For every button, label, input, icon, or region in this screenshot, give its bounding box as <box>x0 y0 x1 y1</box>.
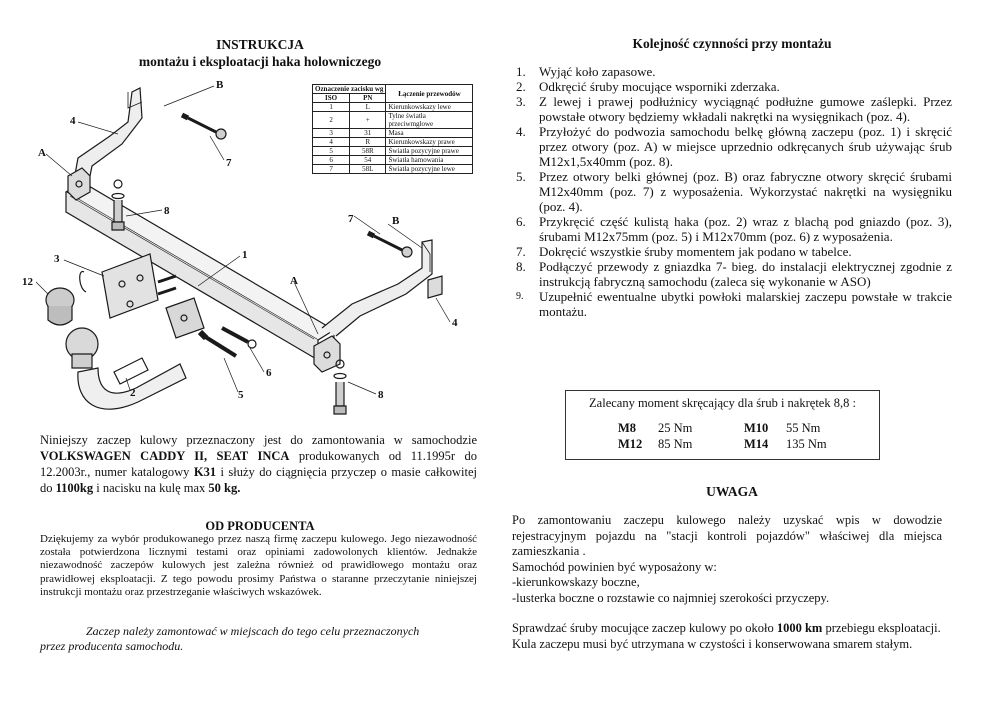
diagram-label-8-bottom: 8 <box>378 389 384 401</box>
producer-note <box>40 624 477 654</box>
wiring-row <box>313 165 473 174</box>
step-text: Wyjąć koło zapasowe. <box>539 64 656 79</box>
diagram-label-4-top: 4 <box>70 115 76 127</box>
warning-heading: UWAGA <box>706 484 758 499</box>
diagram-label-4-right: 4 <box>452 317 458 329</box>
warning-line-mirrors: -lusterka boczne o rozstawie co najmniej szerokości przyczepy. <box>512 590 830 605</box>
wiring-cell-iso: 1 <box>313 103 350 112</box>
wiring-cell-pn: L <box>350 103 386 112</box>
step-item <box>512 244 952 259</box>
producer-note-line2: przez producenta samochodu. <box>40 639 184 653</box>
desc-text-3: i służy do ciągnięcia przyczep o masie całkowitej do <box>40 465 478 495</box>
step-number: 6. <box>516 214 526 229</box>
torque-m14-label: M14 <box>744 437 769 451</box>
diagram-label-1: 1 <box>242 249 248 261</box>
wiring-cell-iso: 6 <box>313 156 350 165</box>
wiring-cell-desc: Kierunkowskazy lewe <box>386 103 473 112</box>
diagram-label-B-right: B <box>392 215 400 227</box>
wiring-cell-desc: Światła pozycyjne lewe <box>386 165 473 174</box>
warning-text <box>512 513 942 652</box>
wiring-header-iso: ISO <box>313 94 350 103</box>
step-item <box>512 289 952 319</box>
wiring-cell-desc: Masa <box>386 129 473 138</box>
wiring-header-desc: Łączenie przewodów <box>386 85 473 103</box>
step-text: Przyłożyć do podwozia samochodu belkę główną zaczepu (poz. 1) i skręcić przez otwory (poz. A) w miejsce uprzednio odkręcanych śrub używając śrub M12x1,5x40mm (poz. 8). <box>539 124 952 169</box>
warning-line-check <box>512 621 942 637</box>
torque-m8-label: M8 <box>618 421 637 435</box>
step-number: 7. <box>516 244 526 259</box>
torque-box <box>565 390 880 460</box>
step-text: Podłączyć przewody z gniazdka 7- bieg. do instalacji elektrycznej zgodnie z instrukcją fabryczną samochodu (zaleca się wykonanie w ASO) <box>539 259 952 289</box>
step-item <box>512 79 952 94</box>
step-number: 4. <box>516 124 526 139</box>
diagram-label-3: 3 <box>54 253 60 265</box>
wiring-cell-desc: Tylne światła przeciwmgłowe <box>386 112 473 129</box>
wiring-cell-pn: + <box>350 112 386 129</box>
wiring-cell-pn: R <box>350 138 386 147</box>
diagram-label-A-right: A <box>290 275 298 287</box>
desc-text-1: Niniejszy zaczep kulowy przeznaczony jest do zamontowania w samochodzie <box>40 433 477 447</box>
step-number: 5. <box>516 169 526 184</box>
warning-line-registration: Po zamontowaniu zaczepu kulowego należy uzyskać wpis w dowodzie rejestracyjnym pojazdu na "stacji kontroli pojazdów" właściwej dla miejsca zamieszkania . <box>512 513 942 558</box>
wiring-cell-iso: 2 <box>313 112 350 129</box>
diagram-label-12: 12 <box>22 276 33 288</box>
desc-text-4: i nacisku na kulę max <box>93 481 209 495</box>
warning-check-km: 1000 km <box>776 621 823 635</box>
step-number: 2. <box>516 79 526 94</box>
wiring-cell-pn: 58R <box>350 147 386 156</box>
step-number: 8. <box>516 259 526 274</box>
product-description <box>40 432 477 496</box>
instruction-title-line2: montażu i eksploatacji haka holowniczego <box>138 54 382 69</box>
wiring-cell-iso: 7 <box>313 165 350 174</box>
socket-plate <box>102 254 158 318</box>
step-number: 1. <box>516 64 526 79</box>
desc-text-2: produkowanych od 11.1995r do 12.2003r., numer katalogowy <box>40 449 477 479</box>
step-text: Dokręcić wszystkie śruby momentem jak podano w tabelce. <box>539 244 852 259</box>
step-item <box>512 64 952 79</box>
wiring-cell-pn: 58L <box>350 165 386 174</box>
warning-check-text-1: Sprawdzać śruby mocujące zaczep kulowy po około <box>512 621 777 635</box>
wiring-cell-pn: 31 <box>350 129 386 138</box>
step-text: Przykręcić część kulistą haka (poz. 2) wraz z blachą pod gniazdo (poz. 3), śrubami M12x75mm (poz. 5) i M12x70mm (poz. 6) z wyposażenia. <box>539 214 952 244</box>
desc-mass: 1100kg <box>55 481 94 495</box>
step-text: Przez otwory belki głównej (poz. B) oraz fabryczne otwory skręcić śrubami M12x40mm (poz. 7) z wyposażenia. Wykorzystać nakrętki na wysięgniku (poz. 4). <box>539 169 952 214</box>
step-item <box>512 124 952 169</box>
instruction-title <box>40 36 480 70</box>
wiring-cell-pn: 54 <box>350 156 386 165</box>
diagram-label-7-left: 7 <box>226 157 232 169</box>
desc-catalog: K31 <box>193 465 217 479</box>
instruction-title-line1: INSTRUKCJA <box>216 37 304 52</box>
diagram-label-A-left: A <box>38 147 46 159</box>
wiring-cell-iso: 5 <box>313 147 350 156</box>
wiring-row <box>313 138 473 147</box>
torque-m10-label: M10 <box>744 421 769 435</box>
producer-note-line1: Zaczep należy zamontować w miejscach do tego celu przeznaczonych <box>86 624 420 638</box>
wiring-cell-iso: 3 <box>313 129 350 138</box>
step-text: Z lewej i prawej podłużnicy wyciągnąć podłużne gumowe zaślepki. Przez powstałe otwory będziemy wkładali nakrętki na wysięgnikach (poz. 4). <box>539 94 952 124</box>
wiring-cell-desc: Światła hamowania <box>386 156 473 165</box>
wiring-cell-desc: Światła pozycyjne prawe <box>386 147 473 156</box>
torque-m12-value: 85 Nm <box>658 437 693 451</box>
diagram-label-2: 2 <box>130 387 136 399</box>
desc-load: 50 kg. <box>208 481 241 495</box>
diagram-label-B-top: B <box>216 79 224 91</box>
wiring-row <box>313 112 473 129</box>
diagram-label-6: 6 <box>266 367 272 379</box>
step-text: Odkręcić śruby mocujące wsporniki zderzaka. <box>539 79 780 94</box>
wiring-row <box>313 103 473 112</box>
wiring-cell-iso: 4 <box>313 138 350 147</box>
warning-line-indicators: -kierunkowskazy boczne, <box>512 575 640 589</box>
wiring-cell-desc: Kierunkowskazy prawe <box>386 138 473 147</box>
torque-m14-value: 135 Nm <box>786 437 827 451</box>
wiring-row <box>313 129 473 138</box>
wiring-row <box>313 147 473 156</box>
diagram-label-8-left: 8 <box>164 205 170 217</box>
diagram-label-7-right: 7 <box>348 213 354 225</box>
torque-m12-label: M12 <box>618 437 643 451</box>
step-item <box>512 169 952 214</box>
producer-text: Dziękujemy za wybór produkowanego przez naszą firmę zaczepu kulowego. Jego niezawodność została potwierdzona licznymi testami oraz opiniami zadowolonych klientów. Jednakże niezawodność zaczepów kulowych jest zależna również od prawidłowego montażu oraz prawidłowej eksploatacji. Z tego powodu prosimy Państwa o staranne przeczytanie niniejszej instrukcji montażu oraz przestrzeganie właściwych wskazówek. <box>40 533 477 598</box>
step-number: 3. <box>516 94 526 109</box>
desc-model: VOLKSWAGEN CADDY II, SEAT INCA <box>40 449 290 463</box>
step-item <box>512 94 952 124</box>
diagram-label-5: 5 <box>238 389 244 401</box>
warning-line-equipment: Samochód powinien być wyposażony w: <box>512 559 717 574</box>
step-number: 9. <box>516 291 524 302</box>
wiring-row <box>313 156 473 165</box>
warning-line-grease: Kula zaczepu musi być utrzymana w czystości i konserwowana smarem stałym. <box>512 636 913 651</box>
warning-check-text-2: przebiegu eksploatacji. <box>822 621 941 635</box>
step-text: Uzupełnić ewentualne ubytki powłoki malarskiej zaczepu powstałe w trakcie montażu. <box>539 289 952 319</box>
torque-m8-value: 25 Nm <box>658 421 693 435</box>
producer-heading: OD PRODUCENTA <box>205 519 315 533</box>
installation-steps <box>512 64 952 319</box>
wiring-table <box>312 84 473 174</box>
step-item <box>512 259 952 289</box>
torque-m10-value: 55 Nm <box>786 421 821 435</box>
torque-lead: Zalecany moment skręcający dla śrub i nakrętek 8,8 : <box>589 396 856 410</box>
step-item <box>512 214 952 244</box>
wiring-header-group: Oznaczenie zacisku wg <box>313 85 386 94</box>
steps-title: Kolejność czynności przy montażu <box>632 36 832 51</box>
right-arm <box>322 240 432 336</box>
wiring-header-pn: PN <box>350 94 386 103</box>
